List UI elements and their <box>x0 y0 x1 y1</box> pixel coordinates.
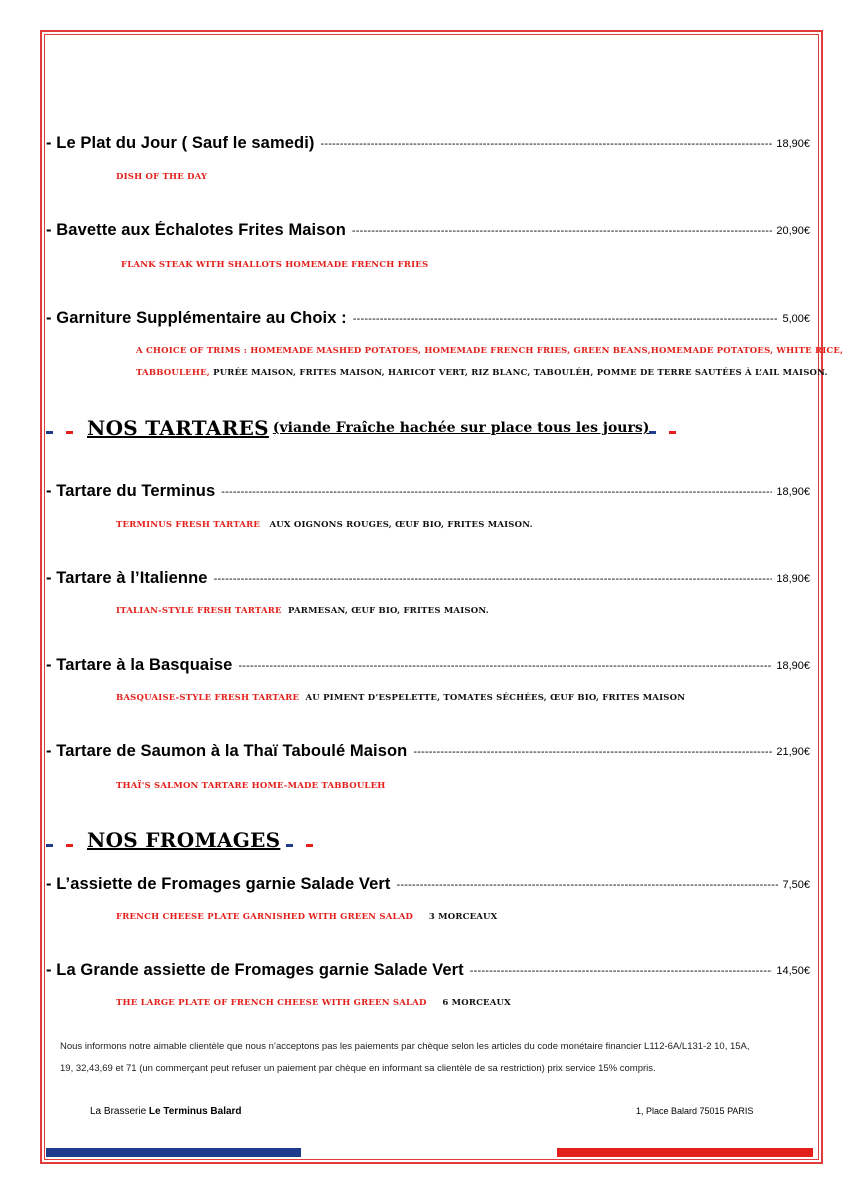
dotted-leader <box>214 573 773 585</box>
dish-price: 18,90€ <box>776 572 810 585</box>
dish-price: 21,90€ <box>776 745 810 758</box>
dish-name: - Le Plat du Jour ( Sauf le samedi) <box>46 134 315 152</box>
footer-bar-red <box>557 1148 813 1157</box>
flag-dash-red <box>66 844 73 847</box>
dish-name: - La Grande assiette de Fromages garnie Salade Vert <box>46 961 464 979</box>
dish-name: - Garniture Supplémentaire au Choix : <box>46 309 347 327</box>
dish-price: 7,50€ <box>782 878 810 891</box>
menu-item-grande-assiette-fromages <box>46 961 816 980</box>
flag-dash-blue <box>286 844 293 847</box>
flag-dash-red <box>669 431 676 434</box>
dish-price: 18,90€ <box>776 485 810 498</box>
flag-dash-red <box>306 844 313 847</box>
dotted-leader <box>238 660 772 672</box>
section-heading-tartares <box>46 416 816 440</box>
flag-dash-blue <box>46 431 53 434</box>
footer-address: 1, Place Balard 75015 PARIS <box>636 1106 754 1116</box>
dish-price: 18,90€ <box>776 659 810 672</box>
dish-translation: FRENCH CHEESE PLATE GARNISHED WITH GREEN SALAD 3 MORCEAUX <box>116 912 498 922</box>
flag-dash-blue <box>649 431 656 434</box>
section-title: NOS FROMAGES <box>87 828 281 852</box>
footer-brand <box>90 1106 242 1117</box>
menu-item-tartare-saumon <box>46 742 816 761</box>
dish-translation: DISH OF THE DAY <box>116 172 208 182</box>
dish-translation: BASQUAISE-STYLE FRESH TARTARE AU PIMENT D’ESPELETTE, TOMATES SÉCHÉES, ŒUF BIO, FRITES MAISON <box>116 693 686 703</box>
dotted-leader <box>413 746 772 758</box>
dotted-leader <box>397 879 779 891</box>
menu-item-bavette <box>46 221 816 240</box>
menu-item-tartare-italienne <box>46 569 816 588</box>
dish-description: TABBOULEHE, PURÉE MAISON, FRITES MAISON, HARICOT VERT, RIZ BLANC, TABOULÉH, POMME DE TERRE SAUTÉES À L’AIL MAISON. <box>136 368 828 378</box>
dish-translation: THAÏ'S SALMON TARTARE HOME-MADE TABBOULEH <box>116 781 386 791</box>
payment-notice <box>60 1036 820 1080</box>
footer-prefix: La Brasserie <box>90 1106 147 1117</box>
dish-price: 18,90€ <box>776 137 810 150</box>
dotted-leader <box>221 486 772 498</box>
menu-item-garniture <box>46 309 816 328</box>
dish-name: - Tartare de Saumon à la Thaï Taboulé Maison <box>46 742 408 760</box>
menu-item-tartare-basquaise <box>46 656 816 675</box>
footer-brand-name: Le Terminus Balard <box>148 1106 242 1117</box>
dish-name: - Tartare du Terminus <box>46 482 216 500</box>
dotted-leader <box>470 965 773 977</box>
dish-price: 20,90€ <box>776 224 810 237</box>
dish-translation: THE LARGE PLATE OF FRENCH CHEESE WITH GREEN SALAD 6 MORCEAUX <box>116 998 511 1008</box>
section-note: (viande Fraîche hachée sur place tous les jours) <box>272 420 650 436</box>
notice-line-2: 19, 32,43,69 et 71 (un commerçant peut refuser un paiement par chèque en informant sa clientèle de sa restriction) prix service 15% compris. <box>60 1063 656 1074</box>
footer-bar-blue <box>46 1148 301 1157</box>
dish-translation: FLANK STEAK WITH SHALLOTS HOMEMADE FRENCH FRIES <box>121 260 429 270</box>
flag-dash-blue <box>46 844 53 847</box>
section-heading-fromages <box>46 828 313 852</box>
dotted-leader <box>320 138 772 150</box>
dish-name: - Tartare à l’Italienne <box>46 569 208 587</box>
dish-translation: TERMINUS FRESH TARTARE AUX OIGNONS ROUGES, ŒUF BIO, FRITES MAISON. <box>116 520 533 530</box>
dish-name: - Tartare à la Basquaise <box>46 656 233 674</box>
dish-price: 14,50€ <box>776 964 810 977</box>
dish-name: - L’assiette de Fromages garnie Salade Vert <box>46 875 391 893</box>
dotted-leader <box>352 225 772 237</box>
page-border-inner <box>44 34 819 1160</box>
flag-dash-red <box>66 431 73 434</box>
dish-translation: ITALIAN-STYLE FRESH TARTARE PARMESAN, ŒUF BIO, FRITES MAISON. <box>116 606 489 616</box>
dish-name: - Bavette aux Échalotes Frites Maison <box>46 221 346 239</box>
dish-price: 5,00€ <box>782 312 810 325</box>
dotted-leader <box>353 313 779 325</box>
section-title: NOS TARTARES <box>87 416 269 440</box>
menu-item-plat-du-jour <box>46 134 816 153</box>
menu-item-tartare-terminus <box>46 482 816 501</box>
dish-translation: A CHOICE OF TRIMS : HOMEMADE MASHED POTATOES, HOMEMADE FRENCH FRIES, GREEN BEANS,HOMEMADE POTATOES, WHITE RICE, <box>136 346 844 356</box>
menu-item-assiette-fromages <box>46 875 816 894</box>
notice-line-1: Nous informons notre aimable clientèle que nous n’acceptons pas les paiements par chèque selon les articles du code monétaire financier L112-6A/L131-2 10, 15A, <box>60 1041 750 1052</box>
